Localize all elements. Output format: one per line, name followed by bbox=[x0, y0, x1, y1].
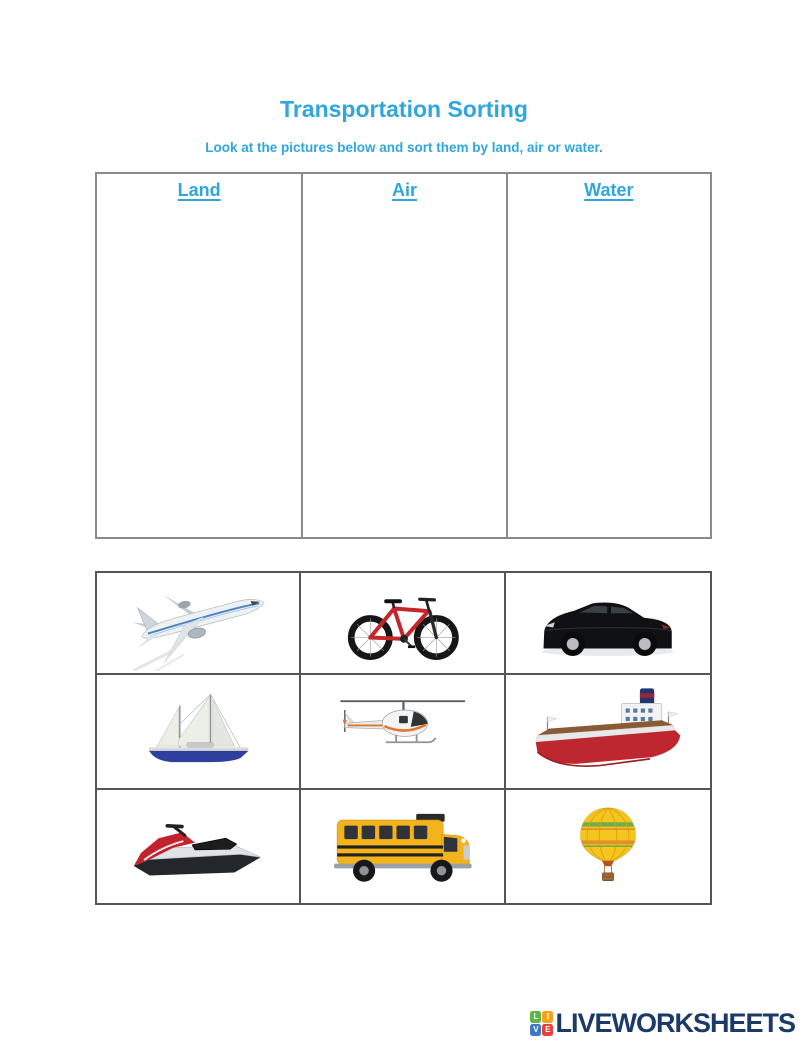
column-header-air: Air bbox=[391, 180, 417, 200]
liveworksheets-logo[interactable] bbox=[530, 1007, 795, 1039]
sorting-table bbox=[95, 172, 712, 539]
grid-cell-school-bus[interactable] bbox=[301, 790, 505, 903]
grid-cell-hot-air-balloon[interactable] bbox=[506, 790, 710, 903]
logo-tile-e: E bbox=[542, 1024, 553, 1036]
hot-air-balloon-icon bbox=[575, 797, 641, 897]
helicopter-icon bbox=[321, 688, 483, 776]
bicycle-icon bbox=[336, 577, 468, 669]
grid-cell-airplane[interactable] bbox=[97, 573, 301, 675]
grid-cell-car[interactable] bbox=[506, 573, 710, 675]
liveworksheets-wordmark: LIVEWORKSHEETS bbox=[555, 1007, 795, 1038]
grid-cell-jet-ski[interactable] bbox=[97, 790, 301, 903]
sailboat-icon bbox=[128, 680, 268, 784]
column-header-land: Land bbox=[177, 180, 221, 200]
grid-cell-helicopter[interactable] bbox=[301, 675, 505, 790]
jet-ski-icon bbox=[125, 802, 271, 892]
grid-cell-cargo-ship[interactable] bbox=[506, 675, 710, 790]
worksheet-instruction: Look at the pictures below and sort them by land, air or water. bbox=[205, 140, 603, 155]
grid-cell-bicycle[interactable] bbox=[301, 573, 505, 675]
cargo-ship-icon bbox=[524, 679, 692, 785]
logo-tile-v: V bbox=[530, 1024, 541, 1036]
drop-zone-air[interactable] bbox=[301, 174, 505, 537]
school-bus-icon bbox=[323, 796, 481, 898]
logo-tile-l: L bbox=[530, 1011, 541, 1023]
airplane-icon bbox=[105, 575, 291, 671]
drop-zone-water[interactable] bbox=[506, 174, 710, 537]
image-grid bbox=[95, 571, 712, 905]
worksheet-title: Transportation Sorting bbox=[280, 96, 528, 122]
drop-zone-land[interactable] bbox=[97, 174, 301, 537]
car-icon bbox=[530, 578, 686, 668]
grid-cell-sailboat[interactable] bbox=[97, 675, 301, 790]
logo-tile-i: I bbox=[542, 1011, 553, 1023]
liveworksheets-tiles-icon bbox=[530, 1011, 553, 1036]
column-header-water: Water bbox=[584, 180, 634, 200]
